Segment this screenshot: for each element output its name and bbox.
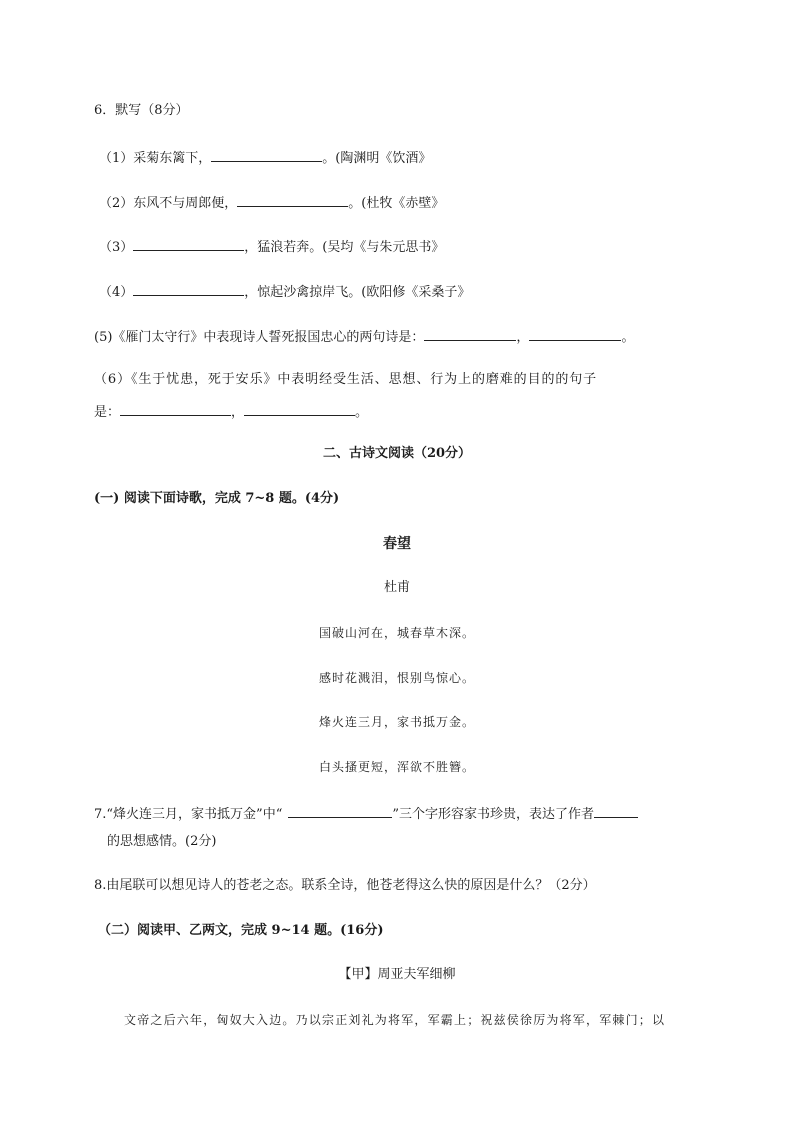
q6-item-6-line-2: [94, 402, 368, 421]
poem-line-2: 感时花溅泪，恨别鸟惊心。: [318, 671, 475, 685]
q6-item-5: [94, 327, 634, 346]
answer-blank[interactable]: [594, 804, 638, 818]
q6-header: 6．默写（8分）: [94, 103, 189, 118]
jia-title: 【甲】周亚夫军细柳: [338, 967, 456, 982]
q6-item-1-prompt: （1）采菊东篱下，: [99, 151, 212, 166]
answer-blank[interactable]: [133, 237, 244, 251]
q6-item-3-number: （3）: [99, 240, 134, 255]
answer-blank[interactable]: [133, 282, 244, 296]
q6-item-3: [99, 237, 444, 256]
answer-blank[interactable]: [120, 402, 231, 416]
answer-blank[interactable]: [424, 327, 516, 341]
q7-line-1: [94, 804, 638, 823]
comma: ，: [231, 405, 245, 420]
part-1-header: (一) 阅读下面诗歌，完成 7~8 题。(4分): [94, 491, 340, 506]
period: 。: [355, 405, 369, 420]
prompt-label: 是：: [94, 405, 121, 420]
q6-item-5-prompt: (5)《雁门太守行》中表现诗人誓死报国忠心的两句诗是：: [94, 330, 425, 345]
q8-question: 8.由尾联可以想见诗人的苍老之态。联系全诗，他苍老得这么快的原因是什么？（2分）: [94, 878, 596, 893]
jia-text: 文帝之后六年，匈奴大入边。乃以宗正刘礼为将军，军霸上；祝兹侯徐厉为将军，军棘门；以: [124, 1013, 666, 1027]
answer-blank[interactable]: [529, 327, 621, 341]
part-2-header: （二）阅读甲、乙两文，完成 9~14 题。(16分): [98, 923, 384, 938]
q6-item-2-prompt: （2）东风不与周郎便，: [99, 196, 238, 211]
q6-item-2-source: 。(杜牧《赤壁》: [348, 196, 445, 211]
q6-item-1: [99, 148, 431, 167]
answer-blank[interactable]: [237, 193, 348, 207]
comma: ，: [516, 330, 530, 345]
q7-prompt: 7.“烽火连三月，家书抵万金”中“: [94, 807, 283, 822]
answer-blank[interactable]: [211, 148, 322, 162]
answer-blank[interactable]: [244, 402, 355, 416]
answer-blank[interactable]: [288, 804, 392, 818]
poem-author: 杜甫: [383, 580, 410, 595]
poem-line-3: 烽火连三月，家书抵万金。: [318, 715, 475, 729]
q7-prompt-cont: ”三个字形容家书珍贵，表达了作者: [392, 807, 594, 822]
q6-item-2: [99, 193, 444, 212]
q6-item-3-source: ，猛浪若奔。(吴均《与朱元思书》: [244, 240, 445, 255]
q7-line-2: 的思想感情。(2分): [107, 834, 217, 849]
poem-line-4: 白头搔更短，浑欲不胜簪。: [318, 760, 475, 774]
q6-item-4-source: ，惊起沙禽掠岸飞。(欧阳修《采桑子》: [244, 285, 471, 300]
period: 。: [621, 330, 635, 345]
q6-item-1-source: 。(陶渊明《饮酒》: [322, 151, 432, 166]
q6-item-4: [99, 282, 470, 301]
q6-item-6-line-1: （6）《生于忧患，死于安乐》中表明经受生活、思想、行为上的磨难的目的的句子: [94, 372, 598, 387]
poem-title: 春望: [383, 536, 411, 552]
q6-item-4-number: （4）: [99, 285, 134, 300]
section-2-title: 二、古诗文阅读（20分）: [322, 446, 472, 461]
poem-line-1: 国破山河在，城春草木深。: [318, 626, 475, 640]
